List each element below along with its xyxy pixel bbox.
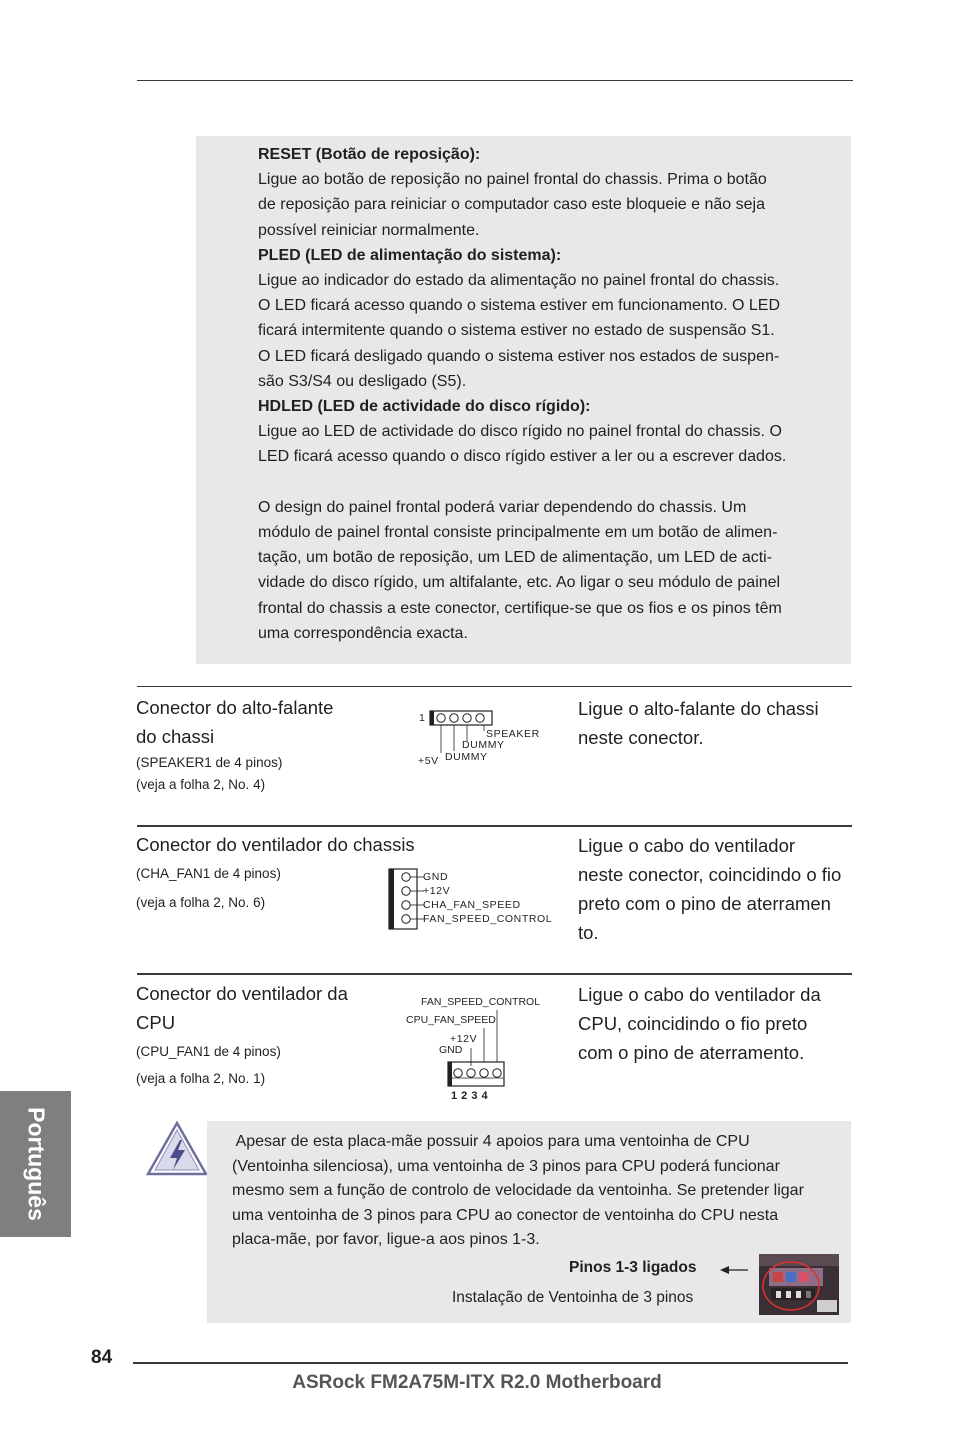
cpu-fan-title-line: Conector do ventilador da [136,983,348,1004]
warning-icon [146,1120,210,1178]
chassis-fan-connector-diagram [386,866,426,932]
note-line: placa-mãe, por favor, ligue-a aos pinos 1-3. [232,1231,540,1249]
cpu-fan-desc-line: com o pino de aterramento. [578,1042,805,1063]
design-line: vidade do disco rígido, um altifalante, etc. Ao ligar o seu módulo de painel [258,574,781,592]
cpu-fan-pin-count: (CPU_FAN1 de 4 pinos) [136,1044,281,1059]
cpu-fan-title-line: CPU [136,1011,176,1033]
note-line: (Ventoinha silenciosa), uma ventoinha de 3 pinos para CPU poderá funcionar [232,1157,780,1175]
chassis-fan-description [578,831,858,947]
front-panel-text [258,142,848,646]
language-label: Português [23,1107,49,1221]
pled-line: Ligue ao indicador do estado da alimentação no painel frontal do chassis. [258,272,780,290]
cpu-fan-section-rule [137,973,852,975]
reset-line: de reposição para reiniciar o computador caso este bloqueie e não seja [258,196,765,214]
pled-line: O LED ficará desligado quando o sistema estiver nos estados de suspen- [258,347,780,365]
reset-line: Ligue ao botão de reposição no painel frontal do chassis. Prima o botão [258,171,767,189]
speaker-dummy-label: DUMMY [445,751,488,763]
design-line: uma correspondência exacta. [258,624,468,642]
pled-line: ficará intermitente quando o sistema estiver no estado de suspensão S1. [258,322,775,340]
cpu-fan-desc-line: CPU, coincidindo o fio preto [578,1013,808,1034]
speaker-title [136,694,396,751]
speaker-sheet-ref: (veja a folha 2, No. 4) [136,777,266,792]
speaker-pin1-label: 1 [419,712,426,724]
page-number: 84 [91,1347,113,1368]
chassis-fan-label: FAN_SPEED_CONTROL [423,913,553,925]
arrow-left-icon [718,1263,750,1277]
top-rule [137,80,853,81]
cpu-fan-speed-control-label: FAN_SPEED_CONTROL [421,996,541,1008]
cpu-fan-gnd-label: GND [439,1044,463,1056]
chassis-fan-label: CHA_FAN_SPEED [423,899,521,911]
speaker-desc-line: Ligue o alto-falante do chassi [578,698,819,719]
speaker-desc-line: neste conector. [578,727,704,748]
pled-heading: PLED (LED de alimentação do sistema): [258,246,562,264]
language-side-tab [0,1091,71,1237]
hdled-line: Ligue ao LED de actividade do disco rígido no painel frontal do chassis. O [258,423,782,441]
chassis-fan-desc-line: preto com o pino de aterramen [578,893,831,914]
design-line: O design do painel frontal poderá variar dependendo do chassis. Um [258,498,747,516]
chassis-fan-title: Conector do ventilador do chassis [136,834,415,855]
blank-line [258,470,848,495]
hdled-heading: HDLED (LED de actividade do disco rígido): [258,398,591,416]
cpu-fan-description [578,980,853,1067]
design-line: módulo de painel frontal consiste principalmente em um botão de alimen- [258,524,778,542]
cpu-fan-desc-line: Ligue o cabo do ventilador da [578,984,821,1005]
cpu-fan-pin-numbers: 1 2 3 4 [451,1090,489,1102]
reset-heading: RESET (Botão de reposição): [258,146,481,163]
speaker-speaker-label: SPEAKER [486,728,540,740]
chassis-fan-pin-count: (CHA_FAN1 de 4 pinos) [136,866,281,881]
pled-line: O LED ficará acesso quando o sistema estiver em funcionamento. O LED [258,297,781,315]
fan-header-photo [759,1254,839,1315]
footer-title: ASRock FM2A75M-ITX R2.0 Motherboard [292,1372,662,1393]
note-line: Apesar de esta placa-mãe possuir 4 apoios para uma ventoinha de CPU [232,1133,750,1150]
design-line: frontal do chassis a este conector, certifique-se que os fios e os pinos têm [258,599,782,617]
fan-install-caption: Instalação de Ventoinha de 3 pinos [452,1289,694,1306]
chassis-fan-label: +12V [423,885,451,897]
note-line: mesmo sem a função de controlo de velocidade da ventoinha. Se pretender ligar [232,1182,804,1200]
speaker-description [578,694,853,752]
pins-connected-label: Pinos 1-3 ligados [569,1259,697,1276]
chassis-fan-section-rule [137,825,852,827]
speaker-title-line: Conector do alto-falante [136,697,334,718]
speaker-dummy-label: DUMMY [462,739,505,751]
speaker-5v-label: +5V [418,755,439,767]
chassis-fan-sheet-ref: (veja a folha 2, No. 6) [136,895,266,910]
pled-line: são S3/S4 ou desligado (S5). [258,372,467,390]
cpu-fan-12v-label: +12V [450,1033,478,1045]
cpu-fan-sheet-ref: (veja a folha 2, No. 1) [136,1071,266,1086]
reset-line: possível reiniciar normalmente. [258,221,480,239]
footer-rule [133,1362,848,1364]
cpu-fan-title [136,980,396,1037]
speaker-title-line: do chassi [136,725,215,747]
chassis-fan-desc-line: to. [578,922,599,943]
chassis-fan-desc-line: neste conector, coincidindo o fio [578,864,842,885]
speaker-pin-count: (SPEAKER1 de 4 pinos) [136,755,283,770]
note-line: uma ventoinha de 3 pinos para CPU ao conector de ventoinha do CPU nesta [232,1206,779,1224]
speaker-subinfo [136,752,282,796]
cpu-fan-speed-label: CPU_FAN_SPEED [406,1014,496,1026]
speaker-section-rule [137,686,852,687]
design-line: tação, um botão de reposição, um LED de alimentação, um LED de acti- [258,549,773,567]
hdled-line: LED ficará acesso quando o disco rígido estiver a ler ou a escrever dados. [258,448,787,466]
chassis-fan-label: GND [423,871,449,883]
note-text [232,1130,847,1253]
chassis-fan-desc-line: Ligue o cabo do ventilador [578,835,796,856]
